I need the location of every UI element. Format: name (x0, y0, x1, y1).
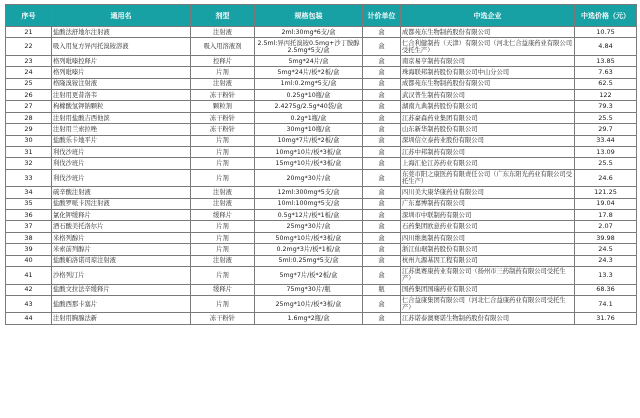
cell-enterprise: 仁合利健制药（天津）有限公司（河北仁合益康药业有限公司受托生产） (401, 38, 575, 56)
cell-price: 24.6 (575, 169, 637, 187)
table-row (6, 147, 637, 158)
cell-name: 注射用更昔洛韦 (52, 90, 191, 101)
cell-name: 米索前列醇片 (52, 244, 191, 255)
cell-no: 42 (6, 284, 52, 295)
cell-price: 2.07 (575, 221, 637, 232)
table-row (6, 187, 637, 198)
cell-no: 24 (6, 67, 52, 78)
drug-price-table-container (5, 4, 636, 325)
cell-unit: 盒 (363, 147, 401, 158)
cell-unit: 盒 (363, 198, 401, 209)
cell-no: 39 (6, 244, 52, 255)
cell-unit: 盒 (363, 313, 401, 324)
header-form: 剂型 (191, 5, 255, 27)
cell-unit: 盒 (363, 158, 401, 169)
cell-name: 盐酸乐卡地平片 (52, 135, 191, 146)
header-price: 中选价格（元） (575, 5, 637, 27)
table-row (6, 135, 637, 146)
cell-no: 23 (6, 55, 52, 66)
cell-price: 25.5 (575, 158, 637, 169)
cell-name: 利伐沙班片 (52, 169, 191, 187)
table-row (6, 38, 637, 56)
cell-name: 沙格列汀片 (52, 267, 191, 285)
cell-spec: 5ml:0.25mg*5支/盒 (255, 255, 363, 266)
cell-unit: 盒 (363, 244, 401, 255)
cell-form: 注射液 (191, 198, 255, 209)
table-row (6, 158, 637, 169)
cell-name: 氯化钾缓释片 (52, 210, 191, 221)
cell-no: 43 (6, 295, 52, 313)
header-enterprise: 中选企业 (401, 5, 575, 27)
cell-name: 盐酸帕洛诺司琼注射液 (52, 255, 191, 266)
cell-no: 30 (6, 135, 52, 146)
cell-price: 29.7 (575, 124, 637, 135)
cell-enterprise: 江苏奥赛康药业有限公司（扬州市三药制药有限公司受托生产） (401, 267, 575, 285)
cell-no: 29 (6, 124, 52, 135)
cell-price: 33.44 (575, 135, 637, 146)
cell-no: 21 (6, 27, 52, 38)
cell-name: 注射用盐酸吉西他滨 (52, 112, 191, 123)
cell-price: 121.25 (575, 187, 637, 198)
cell-enterprise: 湖南九典制药股份有限公司 (401, 101, 575, 112)
cell-enterprise: 成都苑东生物制药股份有限公司 (401, 27, 575, 38)
cell-form: 注射液 (191, 255, 255, 266)
cell-price: 13.09 (575, 147, 637, 158)
table-row (6, 221, 637, 232)
cell-no: 25 (6, 78, 52, 89)
cell-no: 44 (6, 313, 52, 324)
cell-price: 68.36 (575, 284, 637, 295)
cell-no: 26 (6, 90, 52, 101)
cell-form: 颗粒剂 (191, 101, 255, 112)
cell-spec: 0.2g*1瓶/盒 (255, 112, 363, 123)
table-row (6, 55, 637, 66)
table-row (6, 255, 637, 266)
cell-form: 缓释片 (191, 210, 255, 221)
cell-spec: 10ml:100mg*5支/盒 (255, 198, 363, 209)
cell-form: 冻干粉针 (191, 112, 255, 123)
cell-price: 7.63 (575, 67, 637, 78)
table-row (6, 244, 637, 255)
cell-name: 格隆溴铵注射液 (52, 78, 191, 89)
cell-spec: 0.2mg*3片/板*1板/盒 (255, 244, 363, 255)
header-unit: 计价单位 (363, 5, 401, 27)
cell-form: 注射液 (191, 78, 255, 89)
cell-price: 10.75 (575, 27, 637, 38)
cell-enterprise: 江苏豪森药业集团有限公司 (401, 112, 575, 123)
table-row (6, 112, 637, 123)
cell-unit: 盒 (363, 295, 401, 313)
cell-name: 盐酸罗哌卡因注射液 (52, 198, 191, 209)
cell-form: 冻干粉针 (191, 90, 255, 101)
cell-spec: 2.5ml:异丙托溴铵0.5mg+沙丁胺醇2.5mg*5支/盒 (255, 38, 363, 56)
cell-unit: 盒 (363, 169, 401, 187)
cell-no: 27 (6, 101, 52, 112)
cell-form: 片剂 (191, 147, 255, 158)
cell-spec: 10mg*7片/板*2板/盒 (255, 135, 363, 146)
cell-enterprise: 国药集团国瑞药业有限公司 (401, 284, 575, 295)
cell-form: 片剂 (191, 267, 255, 285)
cell-form: 缓释片 (191, 284, 255, 295)
cell-form: 片剂 (191, 158, 255, 169)
cell-price: 4.84 (575, 38, 637, 56)
cell-price: 13.3 (575, 267, 637, 285)
cell-unit: 盒 (363, 112, 401, 123)
cell-form: 冻干粉针 (191, 313, 255, 324)
cell-no: 31 (6, 147, 52, 158)
cell-enterprise: 南京易亨制药有限公司 (401, 55, 575, 66)
cell-no: 33 (6, 169, 52, 187)
cell-unit: 盒 (363, 78, 401, 89)
cell-no: 36 (6, 210, 52, 221)
header-name: 通用名 (52, 5, 191, 27)
cell-name: 格列吡嗪片 (52, 67, 191, 78)
cell-unit: 盒 (363, 210, 401, 221)
cell-price: 24.3 (575, 255, 637, 266)
cell-no: 41 (6, 267, 52, 285)
cell-price: 39.98 (575, 232, 637, 243)
cell-form: 注射液 (191, 27, 255, 38)
table-row (6, 78, 637, 89)
cell-spec: 1.6mg*2瓶/盒 (255, 313, 363, 324)
cell-no: 34 (6, 187, 52, 198)
cell-price: 31.76 (575, 313, 637, 324)
cell-spec: 5mg*7片/板*2板/盒 (255, 267, 363, 285)
cell-no: 38 (6, 232, 52, 243)
cell-name: 米格列醇片 (52, 232, 191, 243)
cell-enterprise: 深圳信立泰药业股份有限公司 (401, 135, 575, 146)
cell-enterprise: 仁合益康集团有限公司（河北仁合益康药业有限公司受托生产） (401, 295, 575, 313)
cell-name: 硫辛酸注射液 (52, 187, 191, 198)
table-row (6, 210, 637, 221)
table-row (6, 313, 637, 324)
cell-name: 利伐沙班片 (52, 147, 191, 158)
cell-form: 注射液 (191, 187, 255, 198)
cell-unit: 盒 (363, 90, 401, 101)
cell-form: 片剂 (191, 295, 255, 313)
cell-enterprise: 东莞市阳之康医药有限责任公司（广东东阳光药业有限公司受托生产） (401, 169, 575, 187)
cell-spec: 5mg*24片/盒 (255, 55, 363, 66)
cell-enterprise: 江苏中邦制药有限公司 (401, 147, 575, 158)
header-no: 序号 (6, 5, 52, 27)
cell-unit: 盒 (363, 267, 401, 285)
cell-no: 40 (6, 255, 52, 266)
cell-unit: 盒 (363, 135, 401, 146)
cell-spec: 10mg*10片/板*3板/盒 (255, 147, 363, 158)
cell-spec: 15mg*10片/板*3板/盒 (255, 158, 363, 169)
table-row (6, 198, 637, 209)
cell-price: 74.1 (575, 295, 637, 313)
cell-unit: 盒 (363, 221, 401, 232)
cell-spec: 5mg*24片/板*2板/盒 (255, 67, 363, 78)
table-header (6, 5, 637, 27)
cell-name: 注射用兰索拉唑 (52, 124, 191, 135)
cell-enterprise: 成都苑东生物制药股份有限公司 (401, 78, 575, 89)
cell-form: 片剂 (191, 135, 255, 146)
cell-spec: 1ml:0.2mg*5支/盒 (255, 78, 363, 89)
cell-enterprise: 石药集团欧意药业有限公司 (401, 221, 575, 232)
cell-spec: 12ml:300mg*5支/盒 (255, 187, 363, 198)
table-row (6, 67, 637, 78)
table-row (6, 124, 637, 135)
table-row (6, 267, 637, 285)
cell-form: 吸入用溶液剂 (191, 38, 255, 56)
cell-name: 利伐沙班片 (52, 158, 191, 169)
table-row (6, 101, 637, 112)
cell-spec: 20mg*30片/盒 (255, 169, 363, 187)
cell-name: 吸入用复方异丙托溴铵溶液 (52, 38, 191, 56)
table-row (6, 284, 637, 295)
cell-name: 盐酸西那卡塞片 (52, 295, 191, 313)
cell-enterprise: 武汉普生制药有限公司 (401, 90, 575, 101)
cell-enterprise: 深圳市中联制药有限公司 (401, 210, 575, 221)
table-row (6, 295, 637, 313)
table-body (6, 27, 637, 325)
cell-unit: 盒 (363, 67, 401, 78)
cell-price: 13.85 (575, 55, 637, 66)
cell-name: 酒石酸美托洛尔片 (52, 221, 191, 232)
table-row (6, 90, 637, 101)
table-row (6, 169, 637, 187)
header-spec: 规格包装 (255, 5, 363, 27)
cell-price: 122 (575, 90, 637, 101)
cell-enterprise: 上海汇伦江苏药业有限公司 (401, 158, 575, 169)
cell-no: 28 (6, 112, 52, 123)
cell-spec: 2ml:30mg*6支/盒 (255, 27, 363, 38)
cell-form: 片剂 (191, 169, 255, 187)
cell-price: 24.5 (575, 244, 637, 255)
cell-unit: 瓶 (363, 284, 401, 295)
cell-unit: 盒 (363, 124, 401, 135)
cell-unit: 盒 (363, 38, 401, 56)
cell-name: 格列吡嗪控释片 (52, 55, 191, 66)
cell-spec: 75mg*30片/瓶 (255, 284, 363, 295)
cell-no: 22 (6, 38, 52, 56)
cell-enterprise: 江苏诺泰澳赛诺生物制药股份有限公司 (401, 313, 575, 324)
cell-spec: 25mg*30片/盒 (255, 221, 363, 232)
table-row (6, 27, 637, 38)
cell-enterprise: 四川美大康华康药业有限公司 (401, 187, 575, 198)
cell-name: 枸橼酸氢钾钠颗粒 (52, 101, 191, 112)
cell-enterprise: 珠海联邦制药股份有限公司中山分公司 (401, 67, 575, 78)
cell-enterprise: 杭州九源基因工程有限公司 (401, 255, 575, 266)
cell-price: 62.5 (575, 78, 637, 89)
cell-spec: 2.4275g/2.5g*40袋/盒 (255, 101, 363, 112)
drug-price-table (5, 4, 637, 325)
cell-price: 17.8 (575, 210, 637, 221)
cell-unit: 盒 (363, 187, 401, 198)
cell-form: 片剂 (191, 221, 255, 232)
cell-no: 37 (6, 221, 52, 232)
cell-unit: 盒 (363, 255, 401, 266)
cell-form: 片剂 (191, 67, 255, 78)
cell-enterprise: 浙江仙琚制药股份有限公司 (401, 244, 575, 255)
cell-unit: 盒 (363, 101, 401, 112)
cell-form: 片剂 (191, 232, 255, 243)
cell-spec: 50mg*10片/板*3板/盒 (255, 232, 363, 243)
cell-unit: 盒 (363, 232, 401, 243)
cell-spec: 0.5g*12片/板*1板/盒 (255, 210, 363, 221)
cell-no: 35 (6, 198, 52, 209)
cell-form: 片剂 (191, 244, 255, 255)
cell-price: 79.3 (575, 101, 637, 112)
cell-price: 19.04 (575, 198, 637, 209)
cell-spec: 25mg*10片/板*3板/盒 (255, 295, 363, 313)
cell-spec: 0.25g*10瓶/盒 (255, 90, 363, 101)
cell-name: 注射用胸腺法新 (52, 313, 191, 324)
cell-unit: 盒 (363, 55, 401, 66)
cell-enterprise: 广东嘉博制药有限公司 (401, 198, 575, 209)
cell-no: 32 (6, 158, 52, 169)
cell-enterprise: 山东新华制药股份有限公司 (401, 124, 575, 135)
cell-enterprise: 四川维奥制药有限公司 (401, 232, 575, 243)
cell-form: 冻干粉针 (191, 124, 255, 135)
table-row (6, 232, 637, 243)
cell-name: 盐酸文拉法辛缓释片 (52, 284, 191, 295)
cell-name: 盐酸法舒地尔注射液 (52, 27, 191, 38)
cell-price: 25.5 (575, 112, 637, 123)
cell-form: 控释片 (191, 55, 255, 66)
cell-spec: 30mg*10瓶/盒 (255, 124, 363, 135)
cell-unit: 盒 (363, 27, 401, 38)
